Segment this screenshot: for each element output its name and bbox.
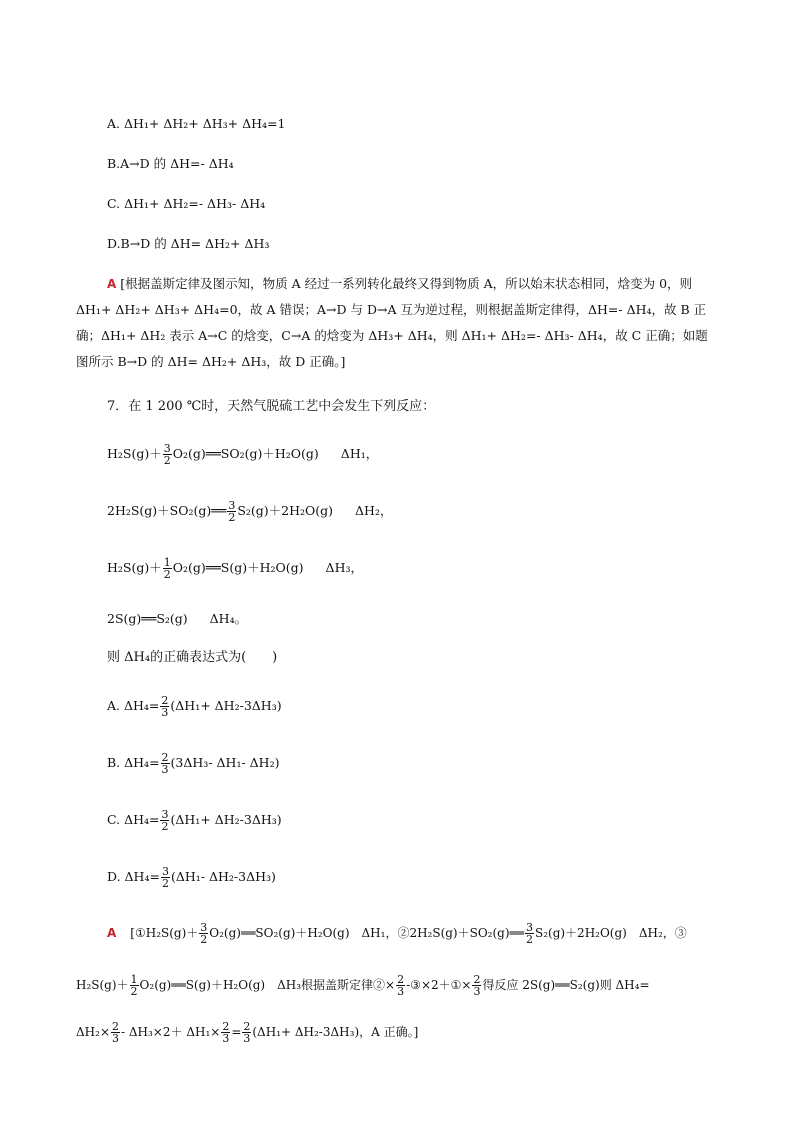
fraction: $\frac{2}{3}$ — [473, 973, 481, 998]
q7-answer-line-3: ΔH₂× $\frac{2}{3}$ - ΔH₃×2＋ ΔH₁× $\frac{2}{3}$ = $\frac{2}{3}$ (ΔH₁+ ΔH₂-3ΔH₃)，A 正确。] — [76, 1020, 419, 1045]
q6-option-d: D.B→D 的 ΔH= ΔH₂+ ΔH₃ — [107, 236, 270, 251]
q6-answer-explanation: [根据盖斯定律及图示知，物质 A 经过一系列转化最终又得到物质 A，所以始末状态相同，焓变为 0，则 ΔH₁+ ΔH₂+ ΔH₃+ ΔH₄=0，故 A 错误；A→D 与 D→A 互为逆过程，则根据盖斯定律得，ΔH=- ΔH₄，故 B 正确；ΔH₁+ ΔH₂ 表示 A→C 的焓变，C→A 的焓变为 ΔH₃+ ΔH₄，则 ΔH₁+ ΔH₂=- ΔH₃- ΔH₄，故 C 正确；如题图所示 B→D 的 ΔH= ΔH₂+ ΔH₃，故 D 正确。] — [76, 276, 708, 369]
q7-reaction-2: 2H₂S(g)＋SO₂(g)══ $\frac{3}{2}$ S₂(g)＋2H₂O(g) ΔH₂， — [107, 499, 393, 524]
fraction: $\frac{3}{2}$ — [161, 865, 169, 890]
fraction: $\frac{3}{2}$ — [200, 921, 208, 946]
fraction: $\frac{1}{2}$ — [130, 973, 138, 998]
fraction: $\frac{2}{3}$ — [243, 1020, 251, 1045]
fraction: $\frac{2}{3}$ — [161, 694, 169, 719]
q6-option-b: B.A→D 的 ΔH=- ΔH₄ — [107, 156, 234, 171]
q7-option-a: A. ΔH₄= $\frac{2}{3}$ (ΔH₁+ ΔH₂-3ΔH₃) — [107, 694, 282, 719]
fraction: $\frac{3}{2}$ — [163, 442, 171, 467]
q6-option-a: A. ΔH₁+ ΔH₂+ ΔH₃+ ΔH₄=1 — [107, 116, 286, 131]
q7-answer-line-1: A [①H₂S(g)＋ $\frac{3}{2}$ O₂(g)══SO₂(g)＋H₂O(g) ΔH₁，②2H₂S(g)＋SO₂(g)══ $\frac{3}{2}$ S₂(g)＋2H₂O(g) ΔH₂，③ — [107, 921, 687, 946]
q6-option-c: C. ΔH₁+ ΔH₂=- ΔH₃- ΔH₄ — [107, 196, 266, 211]
fraction: $\frac{2}{3}$ — [112, 1020, 119, 1045]
q7-answer-letter: A — [107, 926, 117, 940]
q7-option-b: B. ΔH₄= $\frac{2}{3}$ (3ΔH₃- ΔH₁- ΔH₂) — [107, 751, 280, 776]
q7-stem: 7．在 1 200 ℃时，天然气脱硫工艺中会发生下列反应： — [107, 399, 436, 414]
fraction: $\frac{1}{2}$ — [163, 556, 171, 581]
q6-answer — [76, 271, 718, 375]
q7-reaction-4: 2S(g)══S₂(g) ΔH₄。 — [107, 611, 248, 626]
q7-option-d: D. ΔH₄= $\frac{3}{2}$ (ΔH₁- ΔH₂-3ΔH₃) — [107, 865, 276, 890]
q7-prompt: 则 ΔH₄的正确表达式为( ) — [107, 650, 278, 665]
fraction: $\frac{3}{2}$ — [161, 808, 169, 833]
fraction: $\frac{2}{3}$ — [222, 1020, 230, 1045]
q7-reaction-1: H₂S(g)＋ $\frac{3}{2}$ O₂(g)══SO₂(g)＋H₂O(g) ΔH₁， — [107, 442, 379, 467]
q7-reaction-3: H₂S(g)＋ $\frac{1}{2}$ O₂(g)══S(g)＋H₂O(g) ΔH₃， — [107, 556, 363, 581]
q6-answer-letter: A — [107, 277, 117, 291]
fraction: $\frac{2}{3}$ — [161, 751, 169, 776]
fraction: $\frac{2}{3}$ — [397, 973, 405, 998]
fraction: $\frac{3}{2}$ — [228, 499, 236, 524]
q7-option-c: C. ΔH₄= $\frac{3}{2}$ (ΔH₁+ ΔH₂-3ΔH₃) — [107, 808, 282, 833]
q7-answer-line-2: H₂S(g)＋ $\frac{1}{2}$ O₂(g)══S(g)＋H₂O(g) ΔH₃根据盖斯定律②× $\frac{2}{3}$ -③×2＋①× $\frac{2}{3}$ 得反应 2S(g)══S₂(g)则 ΔH₄= — [76, 973, 650, 998]
fraction: $\frac{3}{2}$ — [525, 921, 533, 946]
